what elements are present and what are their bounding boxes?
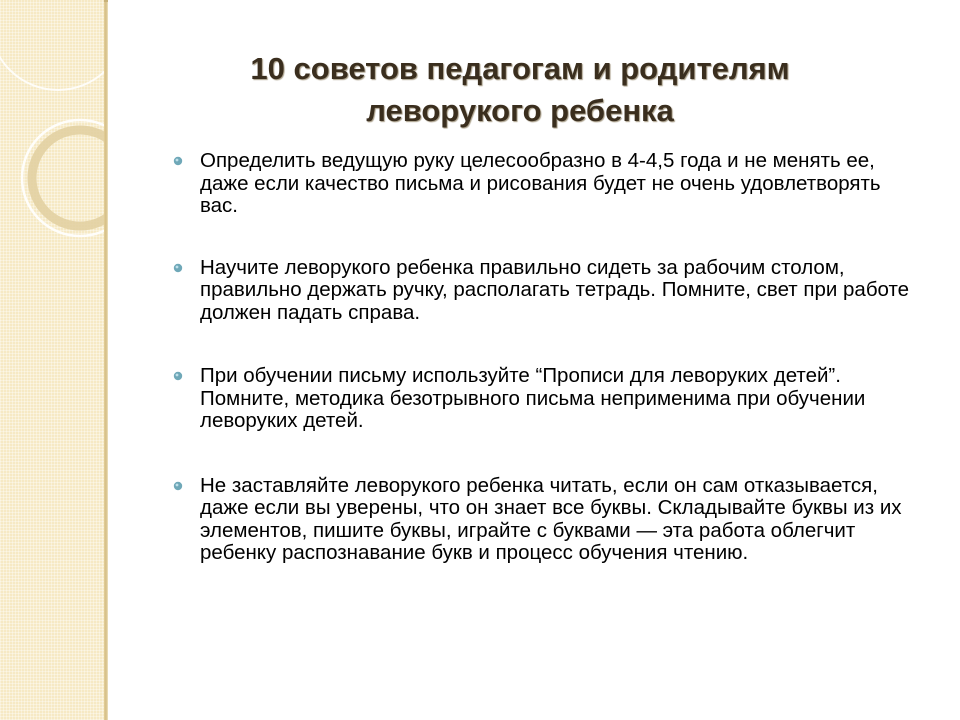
advice-item: [172, 150, 912, 218]
bullet-dot-icon: [172, 261, 186, 275]
advice-text: Научите леворукого ребенка правильно сидеть за рабочим столом, правильно держать ручку, располагать тетрадь. Помните, свет при работе должен падать справа.: [200, 255, 910, 324]
advice-text: Определить ведущую руку целесообразно в 4-4,5 года и не менять ее, даже если качество письма и рисования будет не очень удовлетворять вас.: [200, 149, 881, 217]
slide-title-line-1: 10 советов педагогам и родителям: [250, 51, 790, 86]
slide-title-line-2: леворукого ребенка: [366, 93, 674, 128]
advice-text: При обучении письму используйте “Прописи для леворуких детей”. Помните, методика безотрывного письма неприменима при обучении леворуких детей.: [200, 364, 866, 432]
decorative-circles: [0, 0, 104, 260]
advice-item: [172, 475, 912, 565]
bullet-dot-icon: [172, 479, 186, 493]
advice-text: Не заставляйте леворукого ребенка читать, если он сам отказывается, даже если вы уверены, что он знает все буквы. Складывайте буквы из их элементов, пишите буквы, играйте с буквами — эта работа облегчит ребенку распознавание букв и процесс обучения чтению.: [200, 473, 902, 564]
side-divider-cap: [104, 0, 108, 2]
advice-item: [172, 365, 912, 433]
side-divider: [104, 0, 108, 720]
advice-item: [172, 257, 912, 325]
bullet-dot-icon: [172, 154, 186, 168]
slide-title: [150, 48, 890, 132]
advice-list: [172, 150, 912, 604]
decorative-side-panel: [0, 0, 104, 720]
bullet-dot-icon: [172, 369, 186, 383]
